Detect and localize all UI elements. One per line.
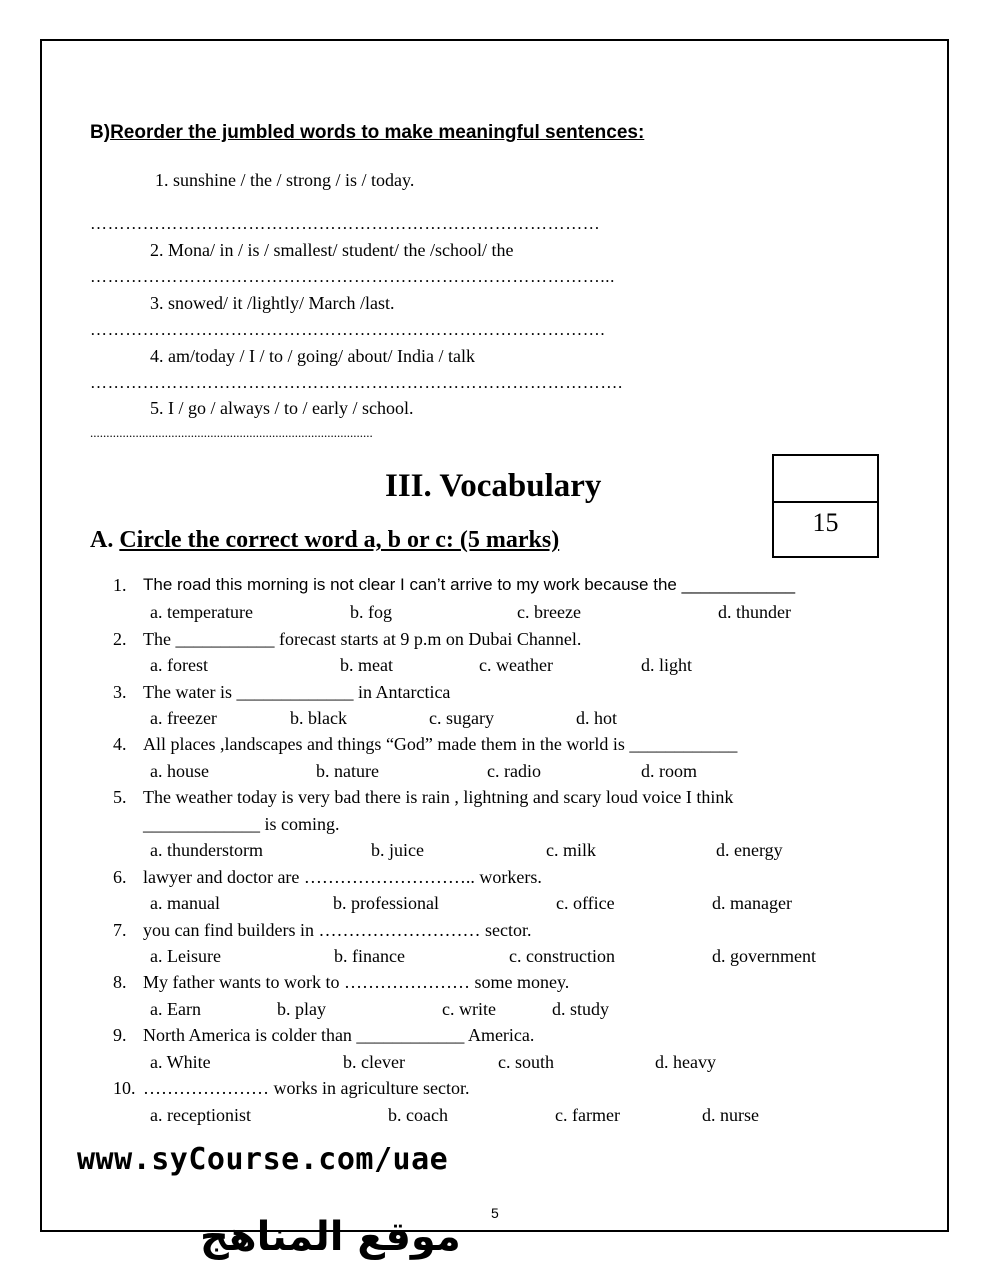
option-c[interactable]: c. breeze (517, 602, 581, 622)
option-a[interactable]: a. freezer (150, 708, 217, 728)
vocabulary-title: III. Vocabulary (385, 468, 602, 504)
section-b-title: Reorder the jumbled words to make meaningful sentences: (110, 122, 645, 143)
answer-line-4[interactable]: ………………………………………………………………………………. (90, 373, 623, 392)
question-text: you can find builders in ……………………… sector. (143, 920, 532, 940)
jumbled-item-4: 4. am/today / I / to / going/ about/ India / talk (150, 346, 475, 366)
question-text-continued: _____________ is coming. (143, 814, 340, 834)
question-number: 5. (113, 787, 127, 807)
jumbled-item-1: 1. sunshine / the / strong / is / today. (155, 170, 415, 190)
option-c[interactable]: c. farmer (555, 1105, 620, 1125)
section-a-heading (90, 527, 559, 554)
question-number: 10. (113, 1078, 136, 1098)
question-text: The road this morning is not clear I can’t arrive to my work because the ____________ (143, 575, 796, 594)
option-a[interactable]: a. manual (150, 893, 220, 913)
question-number: 8. (113, 972, 127, 992)
option-c[interactable]: c. radio (487, 761, 541, 781)
section-b-heading (90, 122, 644, 144)
question-number: 1. (113, 575, 127, 595)
question-text: All places ,landscapes and things “God” made them in the world is ____________ (143, 734, 738, 754)
arabic-logo: موقع المناهج (200, 1214, 461, 1260)
option-b[interactable]: b. finance (334, 946, 405, 966)
score-box (772, 454, 879, 558)
option-d[interactable]: d. heavy (655, 1052, 716, 1072)
option-b[interactable]: b. clever (343, 1052, 405, 1072)
jumbled-item-3: 3. snowed/ it /lightly/ March /last. (150, 293, 395, 313)
answer-line-1[interactable]: …………………………………………………………………………… (90, 214, 601, 233)
option-d[interactable]: d. hot (576, 708, 618, 728)
option-b[interactable]: b. coach (388, 1105, 448, 1125)
option-a[interactable]: a. temperature (150, 602, 253, 622)
option-b[interactable]: b. fog (350, 602, 392, 622)
option-d[interactable]: d. thunder (718, 602, 791, 622)
question-text: The weather today is very bad there is rain , lightning and scary loud voice I think (143, 787, 734, 807)
option-b[interactable]: b. play (277, 999, 326, 1019)
option-c[interactable]: c. sugary (429, 708, 494, 728)
jumbled-item-5: 5. I / go / always / to / early / school. (150, 398, 414, 418)
jumbled-item-2: 2. Mona/ in / is / smallest/ student/ the /school/ the (150, 240, 514, 260)
question-number: 3. (113, 682, 127, 702)
option-a[interactable]: a. thunderstorm (150, 840, 263, 860)
option-d[interactable]: d. light (641, 655, 693, 675)
page-number: 5 (491, 1205, 499, 1221)
option-d[interactable]: d. government (712, 946, 816, 966)
option-d[interactable]: d. room (641, 761, 697, 781)
question-number: 6. (113, 867, 127, 887)
section-b-prefix: B) (90, 122, 111, 143)
option-c[interactable]: c. weather (479, 655, 553, 675)
option-d[interactable]: d. manager (712, 893, 792, 913)
option-d[interactable]: d. energy (716, 840, 783, 860)
question-text: The water is _____________ in Antarctica (143, 682, 451, 702)
option-b[interactable]: b. nature (316, 761, 379, 781)
option-b[interactable]: b. professional (333, 893, 439, 913)
option-c[interactable]: c. write (442, 999, 496, 1019)
section-a-prefix: A. (90, 527, 120, 553)
option-a[interactable]: a. White (150, 1052, 211, 1072)
question-number: 2. (113, 629, 127, 649)
question-text: ………………… works in agriculture sector. (143, 1078, 470, 1098)
question-number: 7. (113, 920, 127, 940)
answer-line-5[interactable]: ....................................................................................... (90, 425, 373, 440)
option-a[interactable]: a. receptionist (150, 1105, 251, 1125)
option-b[interactable]: b. black (290, 708, 347, 728)
option-c[interactable]: c. south (498, 1052, 554, 1072)
watermark-url: www.syCourse.com/uae (77, 1142, 449, 1177)
question-text: My father wants to work to ………………… some money. (143, 972, 570, 992)
question-number: 9. (113, 1025, 127, 1045)
option-d[interactable]: d. nurse (702, 1105, 759, 1125)
option-a[interactable]: a. Leisure (150, 946, 221, 966)
question-text: lawyer and doctor are ……………………….. workers. (143, 867, 542, 887)
option-c[interactable]: c. office (556, 893, 615, 913)
question-text: The ___________ forecast starts at 9 p.m on Dubai Channel. (143, 629, 582, 649)
option-c[interactable]: c. milk (546, 840, 596, 860)
question-text: North America is colder than ____________ America. (143, 1025, 535, 1045)
option-b[interactable]: b. juice (371, 840, 424, 860)
option-a[interactable]: a. house (150, 761, 209, 781)
option-b[interactable]: b. meat (340, 655, 393, 675)
score-box-divider (774, 501, 877, 503)
answer-line-2[interactable]: ……………………………………………………………………………... (90, 267, 615, 286)
option-c[interactable]: c. construction (509, 946, 615, 966)
section-a-title: Circle the correct word a, b or c: (5 marks) (119, 527, 560, 553)
score-value: 15 (812, 508, 839, 537)
answer-line-3[interactable]: ……………………………………………………………………………. (90, 320, 606, 339)
option-a[interactable]: a. Earn (150, 999, 201, 1019)
option-a[interactable]: a. forest (150, 655, 208, 675)
question-number: 4. (113, 734, 127, 754)
option-d[interactable]: d. study (552, 999, 610, 1019)
